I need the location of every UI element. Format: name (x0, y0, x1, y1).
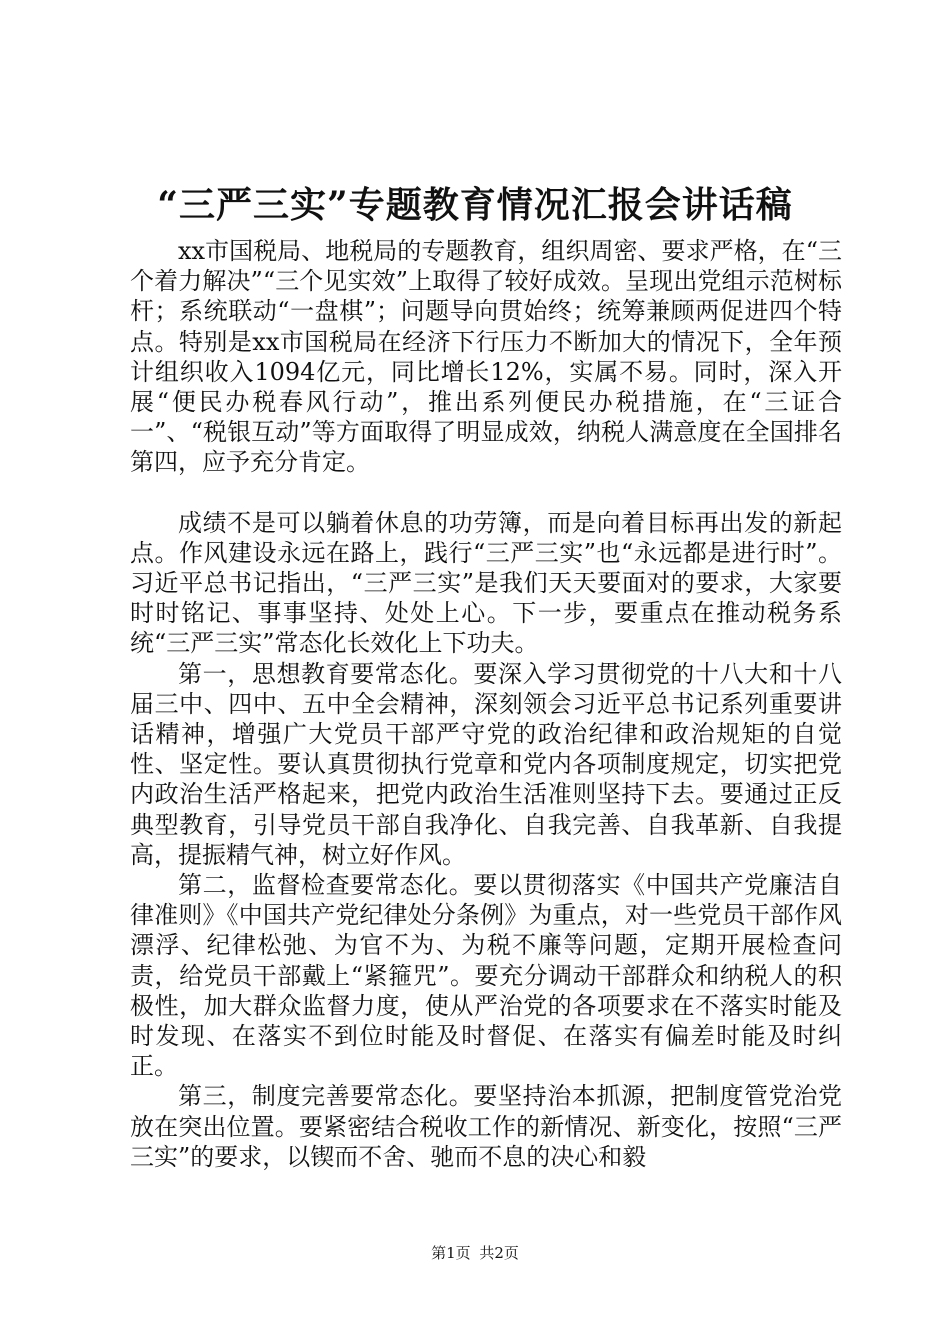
document-body (130, 236, 842, 1172)
page-total: 共2页 (479, 1244, 519, 1262)
paragraph-1: xx市国税局、地税局的专题教育，组织周密、要求严格，在“三个着力解决”“三个见实效”上取得了较好成效。呈现出党组示范树标杆；系统联动“一盘棋”；问题导向贯始终；统筹兼顾两促进四个特点。特别是xx市国税局在经济下行压力不断加大的情况下，全年预计组织收入1094亿元，同比增长12%，实属不易。同时，深入开展“便民办税春风行动”，推出系列便民办税措施，在“三证合一”、“税银互动”等方面取得了明显成效，纳税人满意度在全国排名第四，应予充分肯定。 (130, 237, 842, 477)
document-title: “三严三实”专题教育情况汇报会讲话稿 (157, 184, 793, 226)
paragraph-2: 成绩不是可以躺着休息的功劳簿，而是向着目标再出发的新起点。作风建设永远在路上，践行“三严三实”也“永远都是进行时”。习近平总书记指出，“三严三实”是我们天天要面对的要求，大家要时时铭记、事事坚持、处处上心。下一步，要重点在推动税务系统“三严三实”常态化长效化上下功夫。 (130, 508, 842, 658)
page-number: 第1页 (431, 1244, 471, 1262)
paragraph-3: 第一，思想教育要常态化。要深入学习贯彻党的十八大和十八届三中、四中、五中全会精神，深刻领会习近平总书记系列重要讲话精神，增强广大党员干部严守党的政治纪律和政治规矩的自觉性、坚定性。要认真贯彻执行党章和党内各项制度规定，切实把党内政治生活严格起来，把党内政治生活准则坚持下去。要通过正反典型教育，引导党员干部自我净化、自我完善、自我革新、自我提高，提振精气神，树立好作风。 (130, 659, 842, 869)
paragraph-4: 第二，监督检查要常态化。要以贯彻落实《中国共产党廉洁自律准则》《中国共产党纪律处分条例》为重点，对一些党员干部作风漂浮、纪律松弛、为官不为、为税不廉等问题，定期开展检查问责，给党员干部戴上“紧箍咒”。要充分调动干部群众和纳税人的积极性，加大群众监督力度，使从严治党的各项要求在不落实时能及时发现、在落实不到位时能及时督促、在落实有偏差时能及时纠正。 (130, 871, 842, 1081)
page-footer (0, 1243, 950, 1263)
paragraph-5: 第三，制度完善要常态化。要坚持治本抓源，把制度管党治党放在突出位置。要紧密结合税收工作的新情况、新变化，按照“三严三实”的要求，以锲而不舍、驰而不息的决心和毅 (130, 1082, 842, 1171)
